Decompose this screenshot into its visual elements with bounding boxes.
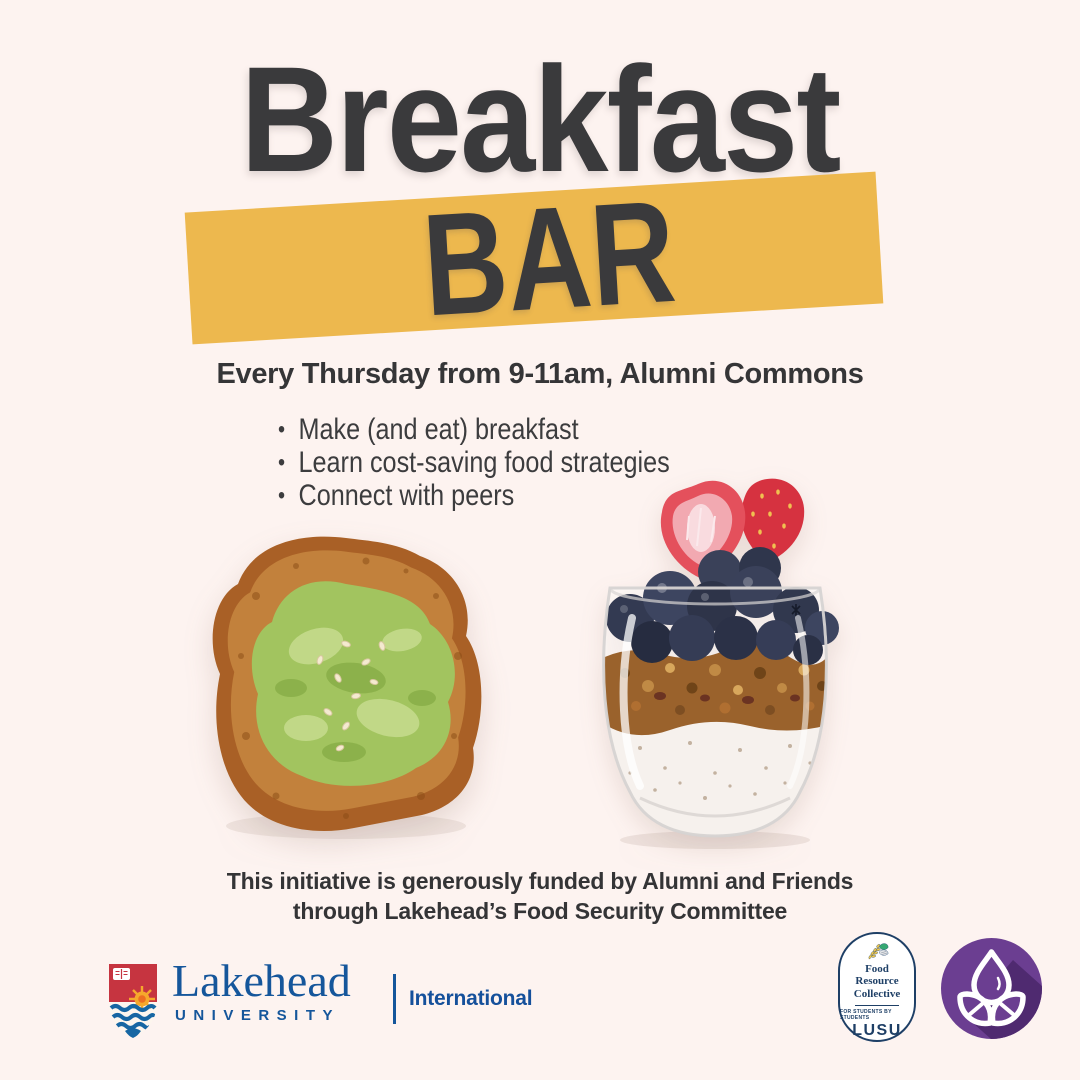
funding-line: This initiative is generously funded by Alumni and Friends <box>226 868 854 894</box>
lakehead-university-label: UNIVERSITY <box>175 1007 341 1024</box>
frc-tagline: FOR STUDENTS BY STUDENTS <box>840 1009 892 1021</box>
bullet-item: • Connect with peers <box>278 480 670 513</box>
logo-divider <box>393 974 396 1024</box>
avocado-toast-illustration <box>196 526 496 844</box>
lakehead-wordmark: Lakehead <box>172 955 351 1006</box>
frc-divider <box>855 1005 899 1006</box>
funding-note <box>0 866 1080 926</box>
lakehead-international-label: International <box>409 987 533 1010</box>
event-schedule-subtitle: Every Thursday from 9-11am, Alumni Commons <box>216 358 864 390</box>
frc-name: Food Resource Collective <box>853 962 901 1000</box>
bullet-item: • Learn cost-saving food strategies <box>278 447 670 480</box>
funding-line: through Lakehead’s Food Security Committee <box>292 898 788 924</box>
parfait-illustration <box>570 468 860 850</box>
banner-label: BAR <box>418 169 680 346</box>
poster-title: Breakfast <box>240 35 840 203</box>
sustainability-badge <box>941 938 1042 1039</box>
lakehead-crest-icon <box>106 962 160 1040</box>
food-resource-collective-badge <box>838 932 916 1042</box>
frc-org-label: LUSU <box>852 1022 902 1039</box>
wheat-leaves-icon <box>853 941 901 961</box>
bullet-item: • Make (and eat) breakfast <box>278 414 670 447</box>
